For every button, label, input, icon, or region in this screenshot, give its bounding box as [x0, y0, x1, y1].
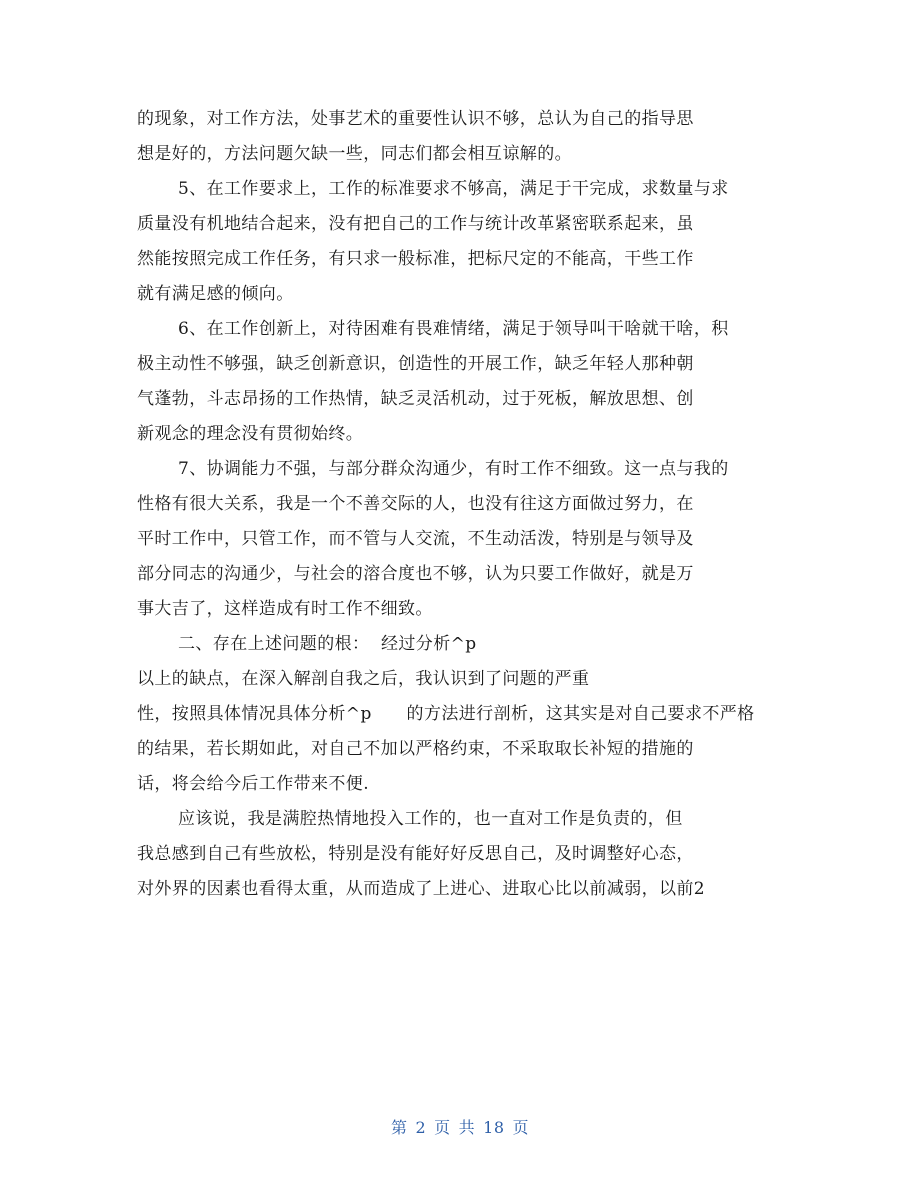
- text-line: 性格有很大关系，我是一个不善交际的人，也没有往这方面做过努力，在: [137, 494, 694, 514]
- text-line: 质量没有机地结合起来，没有把自己的工作与统计改革紧密联系起来，虽: [137, 214, 694, 234]
- text-line: 5、在工作要求上，工作的标准要求不够高，满足于干完成，求数量与求: [178, 179, 729, 199]
- text-line: 6、在工作创新上，对待困难有畏难情绪，满足于领导叫干啥就干啥，积: [178, 319, 729, 339]
- text-line: 极主动性不够强，缺乏创新意识，创造性的开展工作，缺乏年轻人那种朝: [137, 354, 694, 374]
- text-line: 以上的缺点，在深入解剖自我之后，我认识到了问题的严重: [137, 669, 590, 689]
- text-line: 性，按照具体情况具体分析^p 的方法进行剖析，这其实是对自己要求不严格: [137, 704, 755, 724]
- text-line: 话，将会给今后工作带来不便.: [137, 774, 370, 794]
- total-pages: 18: [483, 1118, 505, 1137]
- page-label-prefix: 第: [390, 1118, 408, 1137]
- text-line: 然能按照完成工作任务，有只求一般标准，把标尺定的不能高，干些工作: [137, 249, 694, 269]
- text-line: 我总感到自己有些放松，特别是没有能好好反思自己，及时调整好心态，: [137, 844, 694, 864]
- section-heading: 二、存在上述问题的根： 经过分析^p: [178, 634, 477, 654]
- text-line: 就有满足感的倾向。: [137, 284, 294, 304]
- text-line: 新观念的理念没有贯彻始终。: [137, 424, 364, 444]
- page-number: 2: [415, 1118, 427, 1137]
- page-label-mid: 页: [434, 1118, 451, 1137]
- text-line: 的结果，若长期如此，对自己不加以严格约束，不采取取长补短的措施的: [137, 739, 694, 759]
- total-label-prefix: 共: [458, 1118, 476, 1137]
- total-label-suffix: 页: [512, 1118, 530, 1137]
- text-line: 对外界的因素也看得太重，从而造成了上进心、进取心比以前减弱，以前2: [137, 879, 706, 899]
- page-footer: [0, 1115, 920, 1138]
- text-line: 事大吉了，这样造成有时工作不细致。: [137, 599, 433, 619]
- text-line: 7、协调能力不强，与部分群众沟通少，有时工作不细致。这一点与我的: [178, 459, 729, 479]
- text-line: 部分同志的沟通少，与社会的溶合度也不够，认为只要工作做好，就是万: [137, 564, 694, 584]
- text-line: 气蓬勃，斗志昂扬的工作热情，缺乏灵活机动，过于死板，解放思想、创: [137, 389, 694, 409]
- text-line: 应该说，我是满腔热情地投入工作的，也一直对工作是负责的，但: [178, 809, 683, 829]
- text-line: 的现象，对工作方法，处事艺术的重要性认识不够，总认为自己的指导思: [137, 109, 694, 129]
- text-line: 平时工作中，只管工作，而不管与人交流，不生动活泼，特别是与领导及: [137, 529, 694, 549]
- text-line: 想是好的，方法问题欠缺一些，同志们都会相互谅解的。: [137, 144, 572, 164]
